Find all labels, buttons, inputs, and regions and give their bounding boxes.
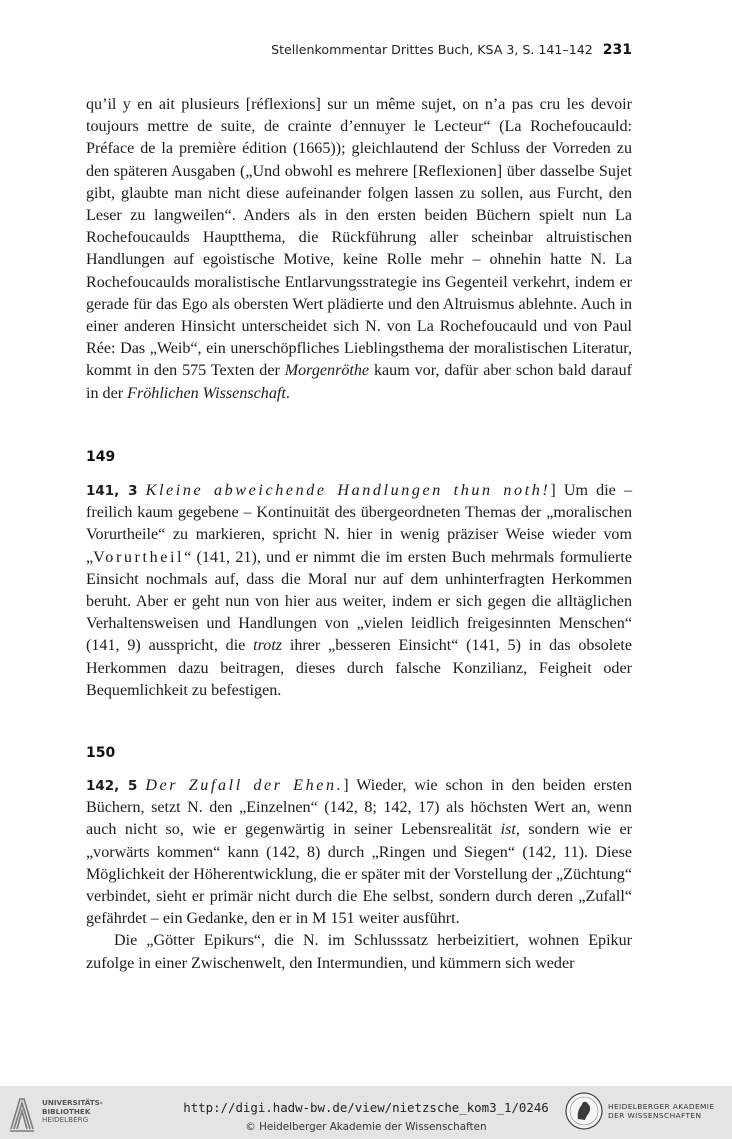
section-number-149: 149 [86, 449, 116, 465]
library-line-3: HEIDELBERG [42, 1115, 89, 1125]
copyright-notice: © Heidelberger Akademie der Wissenschaften [245, 1121, 487, 1133]
s149-text-c: ihrer „besseren Einsicht“ (141, 5) in das obsolete Herkommen dazu beitragen, dieses durch falsche Konzilianz, Feigheit oder Bequemlichkeit zu befestigen. [86, 637, 632, 699]
section-number-150: 150 [86, 745, 116, 761]
paragraph-150 [86, 775, 632, 930]
s150-text-a: ] Wieder, wie schon in den beiden ersten Büchern, setzt N. den „Einzelnen“ (142, 8; 142, 17) als höchsten Wert an, wenn auch nicht so, wie er gegenwärtig in seiner Lebensrealität [86, 777, 632, 839]
academy-line-2: DER WISSENSCHAFTEN [608, 1111, 702, 1120]
line-reference: 141, 3 [86, 483, 138, 499]
page-number: 231 [602, 42, 632, 58]
s149-text-a: ] Um die – freilich kaum gegebene – Kontinuität des übergeordneten Themas der „moralischen Vorurtheile“ zu markieren, spricht N. hier in wenig präziser Weise wieder vom „ [86, 482, 632, 566]
s149-text-b: “ (141, 21), und er nimmt die im ersten Buch mehrmals formulierte Einsicht nochmals auf, dass die Moral nur auf dem unhinterfragten Herkommen beruht. Aber er geht nun von hier aus weiter, indem er sich gegen die alltäglichen Verhaltensweisen und Handlungen von „vielen leidlich freigesinnten Menschen“ (141, 9) ausspricht, die [86, 548, 632, 655]
s150-text-b: , sondern wie er „vorwärts kommen“ kann (142, 8) durch „Ringen und Siegen“ (142, 11). Diese Möglichkeit der Höherentwicklung, die er später mit der Vorstellung der „Züchtung“ verbindet, sieht er primär nicht durch die Ehe selbst, sondern durch deren „Zufall“ gefährdet – ein Gedanke, den er in M 151 weiter ausführt. [86, 821, 632, 928]
academy-name [608, 1102, 714, 1120]
para1-text-b: kaum vor, dafür aber schon bald darauf in der [86, 362, 632, 402]
paragraph-1 [86, 94, 632, 405]
para1-text-c: . [285, 384, 290, 402]
footer-bar [0, 1086, 732, 1139]
section-149-body [86, 480, 632, 702]
lemma: Kleine abweichende Handlungen thun noth! [145, 482, 551, 499]
para1-text-a: qu’il y en ait plusieurs [réflexions] sur un même sujet, on n’a pas cru les devoir toujours mettre de suite, de crainte d’ennuyer le Lecteur“ (La Rochefoucauld: Préface de la première édition (1665)); gleichlautend der Schluss der Vorreden zu den späteren Ausgaben („Und obwohl es mehrere [Reflexionen] über dasselbe Sujet gibt, glaubte man nicht diese aufeinander folgen lassen zu sollen, aus Furcht, den Leser zu langweilen“. Anders als in den ersten beiden Büchern spielt nun La Rochefoucaulds Hauptthema, die Rückführung aller scheinbar altruistischen Handlungen auf egoistische Motive, keine Rolle mehr – ohnehin hatte N. La Rochefoucaulds moralistische Entlarvungsstrategie ins Gegenteil verkehrt, indem er gerade für das Ego als obersten Wert plädierte und den Altruismus ablehnte. Auch in einer anderen Hinsicht unterscheidet sich N. von La Rochefoucauld und von Paul Rée: Das „Weib“, ein unerschöpfliches Lieblingsthema der moralistischen Literatur, kommt in den 575 Texten der [86, 96, 632, 380]
permalink-url[interactable]: http://digi.hadw-bw.de/view/nietzsche_kom3_1/0246 [183, 1100, 549, 1115]
running-title: Stellenkommentar Drittes Buch, KSA 3, S. 141–142 [271, 42, 593, 57]
running-header [86, 42, 632, 58]
title-froehliche-wissenschaft: Fröhlichen Wissenschaft [127, 384, 286, 402]
section-150-body [86, 775, 632, 975]
italic-ist: ist [500, 821, 516, 839]
paragraph-150-2: Die „Götter Epikurs“, die N. im Schlusssatz herbeizitiert, wohnen Epikur zufolge in einer Zwischenwelt, den Intermundien, und kümmern sich weder [86, 932, 632, 972]
title-morgenroethe: Morgenröthe [284, 362, 370, 380]
italic-trotz: trotz [253, 637, 283, 655]
academy-seal-icon [565, 1092, 603, 1130]
academy-line-1: HEIDELBERGER AKADEMIE [608, 1102, 715, 1111]
library-line-2: BIBLIOTHEK [42, 1106, 91, 1116]
paragraph-continuation [86, 94, 632, 405]
spaced-word: Vorurtheil [93, 548, 185, 566]
line-reference: 142, 5 [86, 778, 138, 794]
lemma: Der Zufall der Ehen. [145, 777, 344, 794]
paragraph-149 [86, 480, 632, 702]
library-line-1: UNIVERSITÄTS- [42, 1098, 103, 1107]
